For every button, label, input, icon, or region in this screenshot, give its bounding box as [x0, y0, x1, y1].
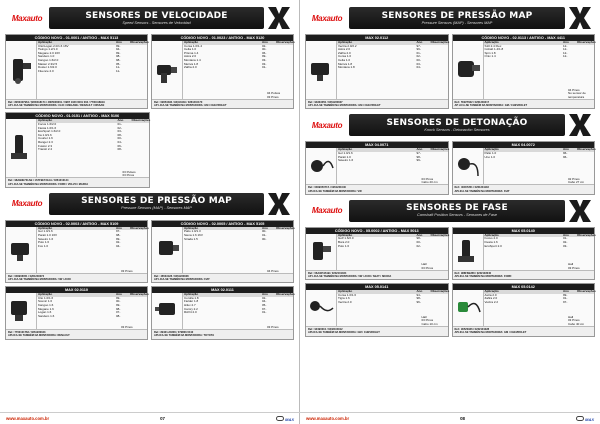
table-row: Tigra 1.6 98-	[338, 296, 421, 301]
page-number: 07	[160, 416, 165, 421]
product-card[interactable]	[5, 112, 150, 187]
product-card[interactable]	[151, 286, 294, 339]
application-table: Aplicação Ano Observações Clio 1.0/1.6 99- Scenic 1.6 00- Kangoo 1.6 99- Megane 1.6 98- Logan 1.6 07- Sandero 1.6 08-	[36, 293, 147, 329]
x-mark-icon	[264, 5, 294, 31]
reference-codes: Ref.: 89421-20200 / 079800-5410 APLICA-SE TAMBÉM NA MONTADORA: TOYOTA	[152, 329, 293, 338]
x-mark-icon	[565, 5, 595, 31]
product-card[interactable]	[305, 34, 449, 109]
page-number: 08	[460, 416, 465, 421]
brand-logo: Maxauto	[11, 199, 43, 209]
reference-codes: Ref.: 90520936 / 0232101028 APLICA-SE TAMBÉM NA MONTADORA: GM / CHEVROLET	[453, 326, 595, 335]
section-subtitle: Speed Sensors - Sensores de Velocidad	[122, 20, 191, 25]
map-sensor-image	[6, 227, 36, 273]
application-table: Aplicação Ano Observações Gol 1.0/1.6 97- Parati 1.0 98- Saveiro 1.6 99-	[336, 148, 448, 184]
reference-codes: Ref.: 7700101762 / 0261230043 APLICA-SE TAMBÉM NA MONTADORA: RENAULT	[6, 329, 147, 338]
product-code: MAX 02.0112	[306, 35, 448, 41]
table-row: Ranger 2.3 04-	[38, 139, 122, 144]
section-title: SENSORES DE DETONAÇÃO	[386, 117, 528, 128]
application-table: Aplicação Ano Observações Focus 2.0 01- Fiesta 1.6 02- EcoSport 2.0 03-	[483, 234, 595, 270]
table-row: Gol 1.0/1.6 97-	[38, 229, 121, 234]
reference-codes: Ref.: 46533128 / 0261230028 AP LICA-SE TAMBÉM NA MONTADORA: FIAT	[152, 273, 293, 282]
section-subtitle: Knock Sensors - Detonación Sensores	[424, 127, 490, 132]
product-card[interactable]	[305, 227, 449, 280]
knock-sensor-image	[453, 148, 483, 184]
speed-sensor-image	[152, 41, 182, 99]
table-row: Zafira 2.0 01-	[338, 50, 421, 55]
product-code: MAX 02.0110	[6, 287, 147, 293]
section-title: SENSORES DE PRESSÃO MAP	[81, 196, 232, 207]
reference-codes: Ref.: 030905377A / 0261231046 APLICA-SE TAMBÉM NA MONTADORA: VW	[306, 184, 448, 193]
table-row: Courier 1.6 00-	[38, 136, 122, 141]
table-row: Golf 1.6/2.0 98-	[338, 236, 421, 241]
table-row: Kangoo 1.6/2.0 98-	[38, 57, 121, 62]
map-sensor-image	[453, 41, 483, 99]
brand-logo: Maxauto	[11, 13, 43, 23]
table-row: Vectra 2.0 96-	[338, 300, 421, 304]
reference-codes: Ref.: 93333350 / 0261230027 AP LICA-SE TAMBÉM NA MONTADORA: GM / CHEVROLET	[306, 99, 448, 108]
table-row: Clio/Logan 2.0/1.6 16V 99-	[38, 43, 121, 48]
table-row: Astra 2.0 99-	[338, 47, 421, 52]
product-code: MAX 05.0141	[306, 284, 448, 290]
table-row: Zafira 2.0 01-	[484, 296, 568, 301]
x-mark-icon	[264, 191, 294, 217]
table-row: Parati 1.0 98-	[338, 154, 421, 159]
table-row: Corsa 1.0/1.6 94-	[338, 292, 421, 297]
product-code: CÓDIGO NOVO - 01.0151 / ANTIGO - MAX 5106	[6, 113, 149, 119]
table-row: Gol 1.0/1.6 97-	[338, 151, 421, 155]
table-row: Fusion 2.3 06-	[38, 143, 122, 148]
table-row: Ka 1.0/1.6 08-	[38, 132, 122, 137]
phase-sensor-image	[306, 234, 336, 270]
table-row: Celta 1.0 00-	[338, 57, 421, 62]
page-footer	[0, 412, 300, 424]
product-card[interactable]	[452, 34, 596, 109]
table-row: Uno 1.0 96-	[484, 154, 568, 159]
table-row: Fielder 1.8 04-	[184, 299, 267, 304]
table-row: Vectra 2.2 97-	[484, 300, 568, 304]
table-row: Fiesta 1.6 02-	[484, 240, 568, 244]
section-title-bar	[349, 7, 565, 29]
section-banner	[305, 198, 595, 224]
product-card[interactable]	[305, 141, 449, 194]
section-title: SENSORES DE PRESSÃO MAP	[381, 10, 533, 21]
reference-codes: Ref.: 06A905161B / 0232101024 AP LICA-SE TAMBÉM NA MONTADORA: VW / AUDI / SEAT / SKODA	[306, 270, 448, 279]
map-sensor-image	[152, 293, 182, 329]
table-row: Polo 1.6 02-	[338, 243, 421, 248]
application-table: Aplicação Ano Observações Vectra 2.0/2.2 97- Astra 2.0 99- Zafira 2.0 01- Corsa 1.0 02- Celta 1.0 00- Meriva 1.8 03- Montana 1.8 04-	[336, 41, 448, 99]
product-code: MAX 05.0140	[453, 228, 595, 234]
map-sensor-image	[306, 41, 336, 99]
table-row: Logan 1.6 07-	[38, 310, 121, 315]
product-card[interactable]	[5, 220, 148, 283]
table-row: Astra 2.0 99-	[184, 54, 267, 59]
speed-sensor-image	[6, 41, 36, 99]
product-card[interactable]	[452, 227, 596, 280]
table-row: Megane 1.6 98-	[38, 306, 121, 311]
table-row: Onix 1.4 12-	[484, 54, 568, 59]
observation-note: 03 Pinos	[267, 325, 279, 330]
observation-note: Hall 03 Pinos	[568, 262, 580, 270]
table-row: Sandero 1.0 08-	[38, 54, 121, 59]
x-mark-icon	[565, 198, 595, 224]
product-code: MAX 05.0142	[453, 284, 595, 290]
knock-sensor-image	[306, 148, 336, 184]
reference-codes: Ref.: 8200327964 / 8200318174 / 4805000001 / 0987 1320 0001 003 / 7700418919 AP LICA-SE TAMBÉM NA MONTADORA: CLIO / MEGANE / RENAULT / NISSAN	[6, 99, 147, 108]
product-card[interactable]	[5, 286, 148, 339]
section-banner	[305, 112, 595, 138]
application-table: Aplicação Ano Observações S10 2.4 Flex 12- Cobalt 1.4/1.8 12- Spin 1.8 12- Onix 1.4 12-	[483, 41, 595, 99]
phase-sensor-image	[453, 290, 483, 326]
observation-note: 04 Pinos	[267, 268, 279, 273]
section-title: SENSORES DE VELOCIDADE	[85, 10, 228, 21]
section-title-bar	[49, 7, 264, 29]
table-row: Corolla 1.8 02-	[184, 295, 267, 300]
section-subtitle: Camshaft Position Sensors - Sensores de Fase	[417, 213, 497, 218]
reference-codes: Ref.: 55227632 / 0261230217 AP LICA-SE TAMBÉM NA MONTADORA: GM / CHEVROLET	[453, 99, 595, 108]
website-link[interactable]: www.maxauto.com.br	[6, 416, 50, 421]
section-subtitle: Pressure Sensors (MAP) - Sensores MAP	[421, 20, 493, 25]
table-row: Bora 2.0 00-	[338, 240, 421, 244]
table-row: Montana 1.4 03-	[184, 57, 267, 62]
product-card[interactable]	[151, 220, 294, 283]
table-row: Saveiro 1.6 99-	[38, 236, 121, 241]
section-banner	[305, 5, 595, 31]
x-mark-icon	[565, 112, 595, 138]
table-row: Clio 1.0/1.6 99-	[38, 295, 121, 300]
table-row: Twingo 1.2/1.0 94-	[38, 47, 121, 52]
speed-sensor-image	[6, 119, 36, 177]
table-row: Corsa 1.0/1.4 02-	[184, 43, 267, 48]
table-row: Celta 1.0 00-	[184, 47, 267, 52]
application-table: Aplicação Ano Observações Focus 1.6/2.0 01- Fiesta 1.0/1.6 02- EcoSport 1.6/2.0 03- Ka 1.0/1.6 08- Courier 1.6 00- Ranger 2.3 04- Fusion 2.3 06- Transit 2.4 08-	[36, 119, 149, 177]
observation-note: 03 Pinos Cabo 20 cm	[421, 176, 438, 185]
application-table: Aplicação Ano Observações Corsa 1.0/1.4 02- Celta 1.0 00- Prisma 1.4 06- Astra 2.0 99- Montana 1.4 03- Meriva 1.8 03- Zafira 2.0 01-	[182, 41, 293, 99]
table-row: Fluence 2.0 11-	[38, 68, 121, 73]
table-row: Siena 1.6 16V 01-	[184, 233, 267, 237]
table-row: Fox 1.0 04-	[38, 243, 121, 248]
table-row: Kangoo 1.6 99-	[38, 303, 121, 307]
table-row: Palio 1.0 96-	[484, 151, 568, 155]
table-row: Scenic 1.6 00-	[38, 299, 121, 304]
product-code: CÓDIGO NOVO - 01.0001 / ANTIGO - MAX 5113	[6, 35, 147, 41]
reference-codes: Ref.: 09053496 / 93313449 / 0261210170 AP LICA-SE TAMBÉM NA MONTADORA: GM / CHEVROLET	[152, 99, 293, 108]
application-table: Aplicação Ano Observações Astra 2.0 99- Zafira 2.0 01- Vectra 2.2 97-	[483, 290, 595, 326]
brand-logo: Maxauto	[311, 120, 343, 130]
section-title-bar	[49, 193, 264, 215]
product-code: MAX 02.0111	[152, 287, 293, 293]
section-banner	[5, 191, 294, 217]
website-link[interactable]: www.maxauto.com.br	[306, 416, 350, 421]
application-table: Aplicação Ano Observações Clio/Logan 2.0/1.6 16V 99- Twingo 1.2/1.0 94- Megane 2.0 16V 99- Sandero 1.0 08- Kangoo 1.6/2.0 98- Master 2.3/2.5 05- Duster 1.6/2.0 11- Fluence 2.0 11-	[36, 41, 147, 99]
reference-codes: Ref.: 036906051 / 0261230073 AP LICA-SE TAMBÉM NA MONTADORA: VW / AUDI	[6, 273, 147, 282]
table-row: Megane 2.0 16V 99-	[38, 50, 121, 55]
application-table: Aplicação Ano Observações Corsa 1.0/1.6 94- Tigra 1.6 98- Vectra 2.0 96-	[336, 290, 448, 326]
footer-brand: MAX	[276, 416, 294, 422]
reference-codes: Ref.: 90490010 / 0232103012 APLICA-SE TAMBÉM NA MONTADORA: GM / CHEVROLET	[306, 326, 448, 335]
product-card[interactable]	[151, 34, 294, 109]
right-page	[300, 0, 600, 424]
product-code: MAX 04.0072	[453, 142, 595, 148]
product-code: CÓDIGO NOVO - 02.0003 / ANTIGO - MAX 5109	[6, 221, 147, 227]
table-row: Strada 1.5 00-	[184, 236, 267, 241]
application-table: Aplicação Ano Observações Golf 1.6/2.0 98- Bora 2.0 00- Polo 1.6 02-	[336, 234, 448, 270]
table-row: Vectra 2.0/2.2 97-	[338, 43, 421, 48]
table-row: RAV4 2.0 01-	[184, 310, 267, 315]
table-row: Focus 1.6/2.0 01-	[38, 122, 122, 126]
table-row: Spin 1.8 12-	[484, 50, 568, 55]
observation-note: 03 Pinos	[121, 268, 133, 273]
section-subtitle: Pressure Sensors (MAP) - Sensores MAP	[121, 206, 192, 211]
table-row: Meriva 1.8 03-	[338, 61, 421, 66]
table-row: Cobalt 1.4/1.8 12-	[484, 47, 568, 52]
phase-sensor-image	[306, 290, 336, 326]
observation-note: 02 Pinos Cabo 27 cm	[568, 176, 585, 185]
page-footer	[300, 412, 600, 424]
application-table: Aplicação Ano Observações Gol 1.0/1.6 97- Parati 1.0 16V 98- Saveiro 1.6 99- Polo 1.6 02- Fox 1.0 04-	[36, 227, 147, 273]
table-row: Polo 1.6 02-	[38, 240, 121, 245]
observation-note: Hall 03 Pinos	[421, 262, 434, 270]
table-row: EcoSport 2.0 03-	[484, 243, 568, 248]
section-title-bar	[349, 200, 565, 222]
table-row: Palio 1.0/1.3 00-	[184, 229, 267, 234]
table-row: Meriva 1.8 03-	[184, 61, 267, 66]
table-row: Focus 2.0 01-	[484, 236, 568, 241]
product-card[interactable]	[452, 141, 596, 194]
observation-note: Hall 03 Pinos Cabo 10 cm	[421, 314, 438, 327]
product-code: CÓDIGO NOVO - 02.0113 / ANTIGO - MAX 4411	[453, 35, 595, 41]
application-table: Aplicação Ano Observações Corolla 1.8 02- Fielder 1.8 04- Hilux 2.7 05- Camry 2.2 97- RAV4 2.0 01-	[182, 293, 293, 329]
product-card[interactable]	[452, 283, 596, 336]
application-table: Aplicação Ano Observações Palio 1.0 96- Uno 1.0 96-	[483, 148, 595, 184]
table-row: S10 2.4 Flex 12-	[484, 43, 568, 48]
table-row: Camry 2.2 97-	[184, 306, 267, 311]
table-row: EcoSport 1.6/2.0 03-	[38, 129, 122, 134]
table-row: Montana 1.8 04-	[338, 65, 421, 70]
reference-codes: Ref.: 46467261 / 0261231118 APLICA-SE TAMBÉM NA MONTADORA: FIAT	[453, 184, 595, 193]
observation-note: 04 Pulsos 03 Pinos	[267, 91, 281, 99]
table-row: Hilux 2.7 05-	[184, 303, 267, 307]
table-row: Corsa 1.0 02-	[338, 54, 421, 59]
table-row: Master 2.3/2.5 05-	[38, 61, 121, 66]
application-table: Aplicação Ano Observações Palio 1.0/1.3 00- Siena 1.6 16V 01- Strada 1.5 00-	[182, 227, 293, 273]
brand-logo: Maxauto	[311, 206, 343, 216]
reference-codes: Ref.: 98AB9E731AB / 1S7F9E731AA / 0261210144 AP LICA-SE TAMBÉM NA MONTADORA: FORD / VOLVO / MAZDA	[6, 177, 149, 186]
table-row: Astra 2.0 99-	[484, 292, 568, 297]
observation-note: 03 Pulsos 03 Pinos	[122, 169, 136, 178]
observation-note: 04 Pinos No sensor de temperatura	[568, 87, 586, 99]
section-banner	[5, 5, 294, 31]
table-row: Prisma 1.4 06-	[184, 50, 267, 55]
observation-note: 03 Pinos	[121, 325, 133, 330]
section-title: SENSORES DE FASE	[406, 203, 508, 214]
product-code: MAX 04.0071	[306, 142, 448, 148]
section-title-bar	[349, 114, 565, 136]
product-code: CÓDIGO NOVO - 01.0023 / ANTIGO - MAX 5120	[152, 35, 293, 41]
table-row: Transit 2.4 08-	[38, 147, 122, 152]
observation-note: Hall 03 Pinos Cabo 40 cm	[568, 314, 585, 327]
table-row: Saveiro 1.6 99-	[338, 158, 421, 163]
table-row: Fiesta 1.0/1.6 02-	[38, 125, 122, 130]
table-row: Parati 1.0 16V 98-	[38, 233, 121, 237]
brand-logo: Maxauto	[311, 13, 343, 23]
table-row: Sandero 1.6 08-	[38, 313, 121, 318]
map-sensor-image	[6, 293, 36, 329]
reference-codes: Ref.: 988F6B288 / 0232103040 APLICA-SE TAMBÉM NA MONTADORA: FORD	[453, 270, 595, 279]
footer-brand: MAX	[576, 416, 594, 422]
product-code: CÓDIGO NOVO - 05.0002 / ANTIGO - MAX 5013	[306, 228, 448, 234]
brand-emblem-icon	[576, 416, 584, 421]
product-card[interactable]	[5, 34, 148, 109]
phase-sensor-image	[453, 234, 483, 270]
map-sensor-image	[152, 227, 182, 273]
product-card[interactable]	[305, 283, 449, 336]
table-row: Duster 1.6/2.0 11-	[38, 65, 121, 70]
product-code: CÓDIGO NOVO - 02.0005 / ANTIGO - MAX 5105	[152, 221, 293, 227]
brand-emblem-icon	[276, 416, 284, 421]
table-row: Zafira 2.0 01-	[184, 65, 267, 70]
